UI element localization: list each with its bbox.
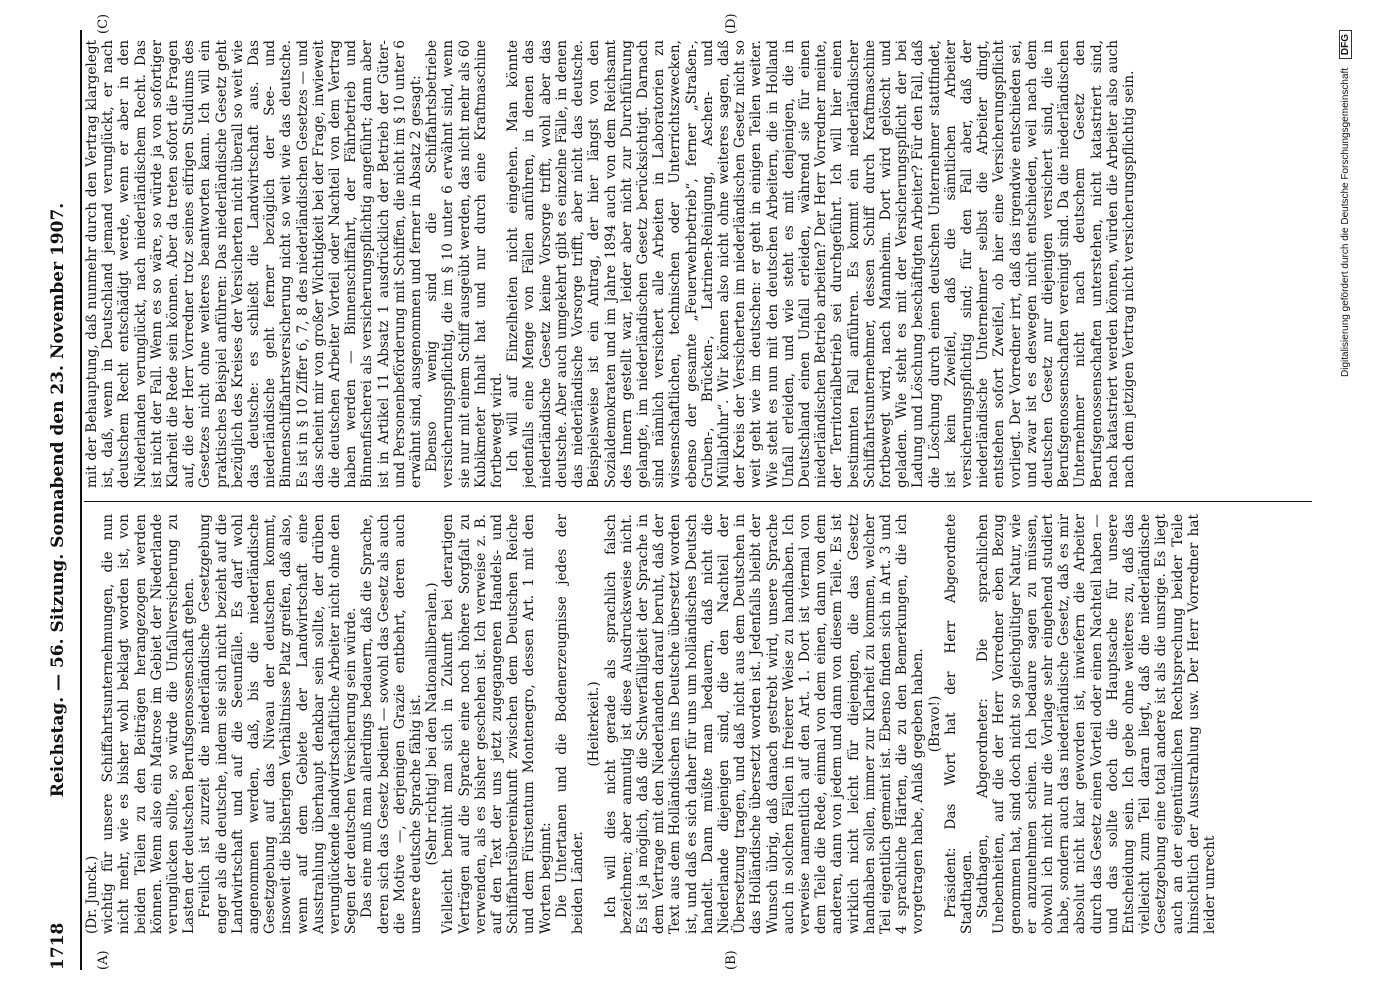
margin-marker-c: (C) xyxy=(96,13,111,34)
digitization-credit xyxy=(1340,30,1351,970)
speaker-note: (Dr. Junck.) xyxy=(84,855,100,934)
left-column xyxy=(84,514,1314,934)
dfg-logo: DFG xyxy=(1339,30,1352,59)
credit-text: Digitalisierung gefördert durch die Deutsche Forschungsgemeinschaft xyxy=(1340,67,1351,377)
speech-start: Stadthagen, Abgeordneter: Die sprachlichen Unebenheiten, auf die der Herr Vorredner eben Bezug genommen hat, sind doch nicht so gleichgültiger Natur, wie er anzunehmen schien. Ich bedaure sagen zu müssen, obwohl ich nicht nur die Vorlage sehr eingehend studiert habe, sondern auch das niederländische Gesetz, daß es mir absolut nicht klar geworden ist, inwiefern die Arbeiter durch das Gesetz einen Vorteil oder einen Nachteil haben — und das sollte doch die Hauptsache für unsere Entscheidung sein. Ich gebe ohne weiteres zu, daß das vielleicht zum Teil daran liegt, daß die niederländische Gesetzgebung eine total andere ist als die unsrige. Es liegt auch an der eigentümlichen Rechtsprechung beider Teile hinsichtlich der Ausstrahlung usw. Der Herr Vorredner hat leider unrecht xyxy=(975,514,1219,934)
margin-marker-d: (D) xyxy=(724,13,739,34)
paragraph: Ich will auf Einzelheiten nicht eingehen. Man könnte jedenfalls eine Menge von Fällen anführen, in denen das niederländische Gesetz keine Vorsorge trifft, wohl aber das deutsche. Aber auch umgekehrt gibt es einzelne Fälle, in denen das niederländische Vorsorge trifft, aber nicht das deutsche. Beispielsweise ist ein Antrag, der hier längst von den Sozialdemokraten und im Jahre 1894 auch von dem Reichsamt des Innern gestellt war, leider aber nicht zur Durchführung gelangte, im niederländischen Gesetz berücksichtigt. Darnach sind nämlich versichert alle Arbeiten in Laboratorien zu wissenschaftlichen, technischen oder Unterrichtszwecken, ebenso der gesamte „Feuerwehrbetrieb“, ferner „Straßen-, Gruben-, Brücken-, Latrinen-Reinigung, Aschen- und Müllabfuhr“. Wir können also nicht ohne weiteres sagen, daß der Kreis der Versicherten im niederländischen Gesetz nicht so weit geht wie im deutschen: er geht in einigen Teilen weiter. Wie steht es nun mit den deutschen Arbeitern, die in Holland Unfall erleiden, und wie steht es mit denjenigen, die in Deutschland einen Unfall erleiden, während sie für einen niederländischen Betrieb arbeiten? Der Herr Vorredner meinte, der Territorialbetrieb sei durchgeführt. Ich will hier einen bestimmten Fall anführen. Es kommt ein niederländischer Schiffahrtsunternehmer, dessen Schiff durch Kraftmaschine fortbewegt wird, nach Mannheim. Dort wird gelöscht und geladen. Wie steht es mit der Versicherungspflicht der bei Ladung und Löschung beschäftigten Arbeiter? Für den Fall, daß die Löschung durch einen deutschen Unternehmer stattfindet, ist kein Zweifel, daß die sämtlichen Arbeiter versicherungspflichtig sind; für den Fall aber, daß der niederländische Unternehmer selbst die Arbeiter dingt, entstehen sofort Zweifel, ob hier eine Versicherungspflicht vorliegt. Der Vorredner irrt, daß das irgendwie entschieden sei, und zwar ist es deswegen nicht entschieden, weil nach dem deutschen Gesetz nur diejenigen versichert sind, die in Berufsgenossenschaften vereinigt sind. Da die niederländischen Unternehmer nicht nach deutschem Gesetz den Berufsgenossenschaften unterstehen, nicht katastriert sind, nach katastriert werden können, würden die Arbeiter also auch nach dem jetzigen Vertrag nicht versicherungspflichtig sein. xyxy=(505,40,1137,488)
paragraph: mit der Behauptung, daß nunmehr durch den Vertrag klargelegt ist, daß, wenn in Deutschland jemand verunglückt, er nach deutschem Recht entschädigt werde, wenn er aber in den Niederlanden verunglückt, nach niederländischem Recht. Das ist nicht der Fall. Wenn es so wäre, so würde ja von sofortiger Klarheit die Rede sein können. Aber da treten sofort die Fragen auf, die der Herr Vorredner trotz seines eifrigen Studiums des Gesetzes nicht ohne weiteres beantworten kann. Ich will ein praktisches Beispiel anführen: Das niederländische Gesetz geht bezüglich des Kreises der Versicherten nicht überall so weit wie das deutsche: es schließt die Landwirtschaft aus. Das niederländische geht ferner bezüglich der See- und Binnenschiffahrtsversicherung nicht so weit wie das deutsche. Es ist in § 10 Ziffer 6, 7, 8 des niederländischen Gesetzes — und das scheint mir von großer Wichtigkeit bei der Frage, inwieweit die deutschen Arbeiter Vorteil oder Nachteil von dem Vertrag haben werden — Binnenschiffahrt, der Fährbetrieb und Binnenfischerei als versicherungspflichtig angeführt; dann aber ist in Artikel 11 Absatz 1 ausdrücklich der Betrieb der Güter- und Personenbeförderung mit Schiffen, die nicht im § 10 unter 6 erwähnt sind, ausgenommen und ferner in Absatz 2 gesagt: xyxy=(84,40,425,488)
interjection: (Sehr richtig! bei den Nationalliberalen.) xyxy=(424,582,441,866)
right-column xyxy=(84,40,1314,488)
page-title: Reichstag. — 56. Sitzung. Sonnabend den 23. November 1907. xyxy=(48,202,68,798)
page-header xyxy=(48,30,76,970)
interjection: (Bravo!) xyxy=(926,695,943,753)
paragraph: Vielleicht bemüht man sich in Zukunft bei derartigen Verträgen auf die Sprache eine noch höhere Sorgfalt zu verwenden, als es bisher geschehen ist. Ich verweise z. B. auf den Text der uns jetzt zugegangenen Handels- und Schiffahrtsübereinkunft zwischen dem Deutschen Reiche und dem Fürstentum Montenegro, dessen Art. 1 mit den Worten beginnt: xyxy=(440,514,554,934)
paragraph: wichtig für unsere Schiffahrtsunternehmungen, die nun nicht mehr, wie es bisher wohl beklagt worden ist, von beiden Teilen zu den Beiträgen herangezogen werden können. Wenn also ein Matrose im Gebiet der Niederlande verunglücken sollte, so würde die Unfallversicherung zu Lasten der deutschen Berufsgenossenschaft gehen. xyxy=(100,514,198,934)
paragraph: Freilich ist zurzeit die niederländische Gesetzgebung enger als die deutsche, indem sie sich nicht bezieht auf die Landwirtschaft und auf die Seeunfälle. Es darf wohl angenommen werden, daß, bis die niederländische Gesetzgebung auf das Niveau der deutschen kommt, insoweit die bisherigen Verhältnisse Platz greifen, daß also, wenn auf dem Gebiete der Landwirtschaft eine Ausstrahlung überhaupt denkbar sein sollte, der drüben verunglückende landwirtschaftliche Arbeiter nicht ohne den Segen der deutschen Versicherung sein würde. xyxy=(197,514,360,934)
page-number: 1718 xyxy=(48,922,68,970)
column-divider xyxy=(84,501,1312,502)
paragraph: Ich will dies nicht gerade als sprachlich falsch bezeichnen; aber anmutig ist diese Ausdrucksweise nicht. Es ist ja möglich, daß die Schwerfälligkeit der Sprache in dem Vertrage mit den Niederlanden darauf beruht, daß der Text aus dem Holländischen ins Deutsche übersetzt worden ist, und daß es sich daher für uns um holländisches Deutsch handelt. Dann müßte man bedauern, daß nicht die Niederlande diejenigen sind, die den Nachteil der Übersetzung tragen, und daß nicht aus dem Deutschen in das Holländische übersetzt worden ist. Jedenfalls bleibt der Wunsch übrig, daß danach gestrebt wird, unsere Sprache auch in solchen Fällen in freierer Weise zu handhaben. Ich verweise namentlich auf den Art. 1. Dort ist viermal von dem Teile die Rede, einmal von dem einen, dann von dem anderen, dann von jedem und dann von diesem Teile. Es ist wirklich nicht leicht für diejenigen, die das Gesetz handhaben sollen, immer zur Klarheit zu kommen, welcher Teil eigentlich gemeint ist. Ebenso finden sich in Art. 3 und 4 sprachliche Härten, die zu den Bemerkungen, die ich vorgetragen habe, Anlaß gegeben haben. xyxy=(602,514,927,934)
interjection: (Heiterkeit.) xyxy=(586,681,603,767)
header-rule xyxy=(80,30,82,970)
quotation: Ebenso wenig sind die Schiffahrtsbetriebe versicherungspflichtig, die im § 10 unter 6 erwähnt sind, wenn sie nur mit einem Schiff ausgeübt werden, das nicht mehr als 60 Kubikmeter Inhalt hat und nur durch eine Kraftmaschine fortbewegt wird. xyxy=(424,40,506,488)
margin-marker-a: (A) xyxy=(96,950,111,970)
president-remark: Präsident: Das Wort hat der Herr Abgeordnete Stadthagen. xyxy=(942,514,975,934)
paragraph: Das eine muß man allerdings bedauern, daß die Sprache, deren sich das Gesetz bedient — sowohl das Gesetz als auch die Motive —, derjenigen Grazie entbehrt, deren auch unsere deutsche Sprache fähig ist. xyxy=(359,514,425,934)
quotation: Die Untertanen und die Bodenerzeugnisse jedes der beiden Länder. xyxy=(553,514,587,934)
margin-marker-b: (B) xyxy=(724,950,739,970)
